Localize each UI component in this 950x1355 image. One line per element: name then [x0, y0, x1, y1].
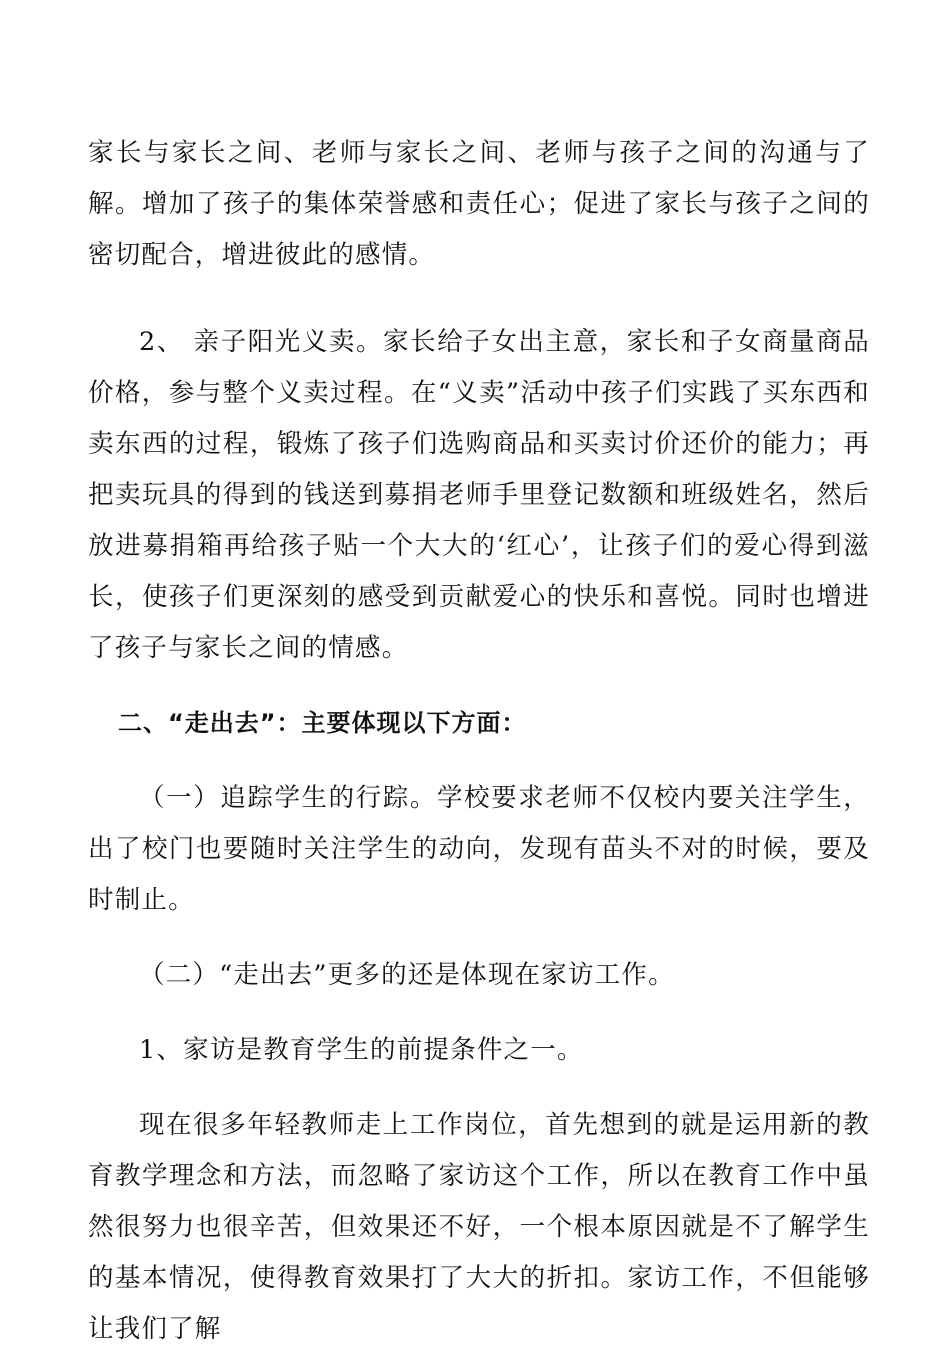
paragraph-home-visit: （二）“走出去”更多的还是体现在家访工作。 [139, 960, 675, 990]
document-page [88, 128, 870, 1355]
paragraph-young-teachers: 现在很多年轻教师走上工作岗位，首先想到的就是运用新的教育教学理念和方法，而忽略了家访这个工作，所以在教育工作中虽然很努力也很辛苦，但效果还不好，一个根本原因就是不了解学生的基本情况，使得教育效果打了大大的折扣。家访工作，不但能够让我们了解 [88, 1110, 870, 1344]
paragraph-communication: 家长与家长之间、老师与家长之间、老师与孩子之间的沟通与了解。增加了孩子的集体荣誉感和责任心；促进了家长与孩子之间的密切配合，增进彼此的感情。 [88, 138, 870, 270]
paragraph-home-visit-premise: 1、家访是教育学生的前提条件之一。 [139, 1035, 584, 1065]
section-heading-go-out: 二、“走出去”：主要体现以下方面： [118, 709, 527, 737]
paragraph-charity-sale: 2、 亲子阳光义卖。家长给子女出主意，家长和子女商量商品价格，参与整个义卖过程。在“义卖”活动中孩子们实践了买东西和卖东西的过程，锻炼了孩子们选购商品和买卖讨价还价的能力；再把卖玩具的得到的钱送到募捐老师手里登记数额和班级姓名，然后放进募捐箱再给孩子贴一个大大的‘红心’，让孩子们的爱心得到滋长，使孩子们更深刻的感受到贡献爱心的快乐和喜悦。同时也增进了孩子与家长之间的情感。 [88, 327, 870, 663]
paragraph-track-students: （一）追踪学生的行踪。学校要求老师不仅校内要关注学生，出了校门也要随时关注学生的动向，发现有苗头不对的时候，要及时制止。 [88, 783, 870, 915]
